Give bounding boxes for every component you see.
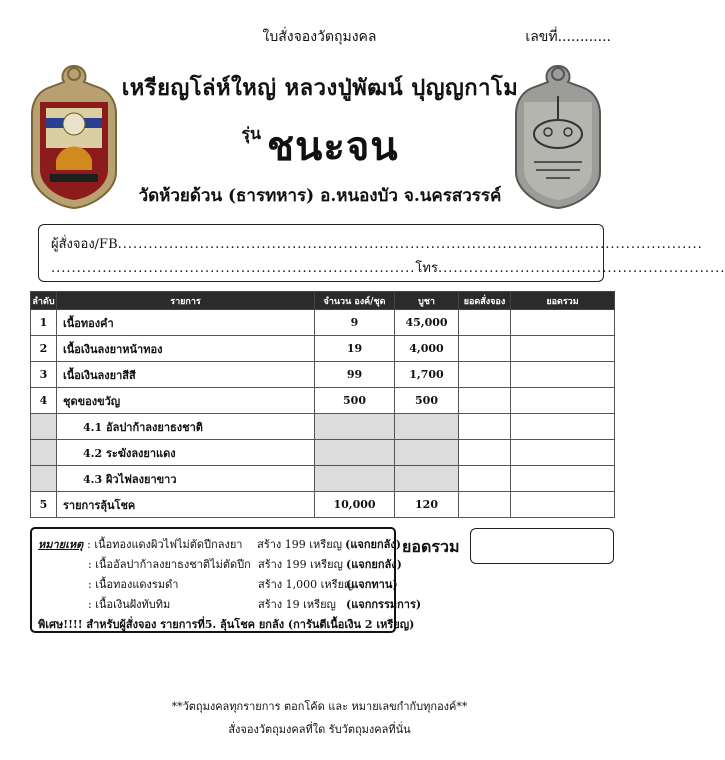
row-item: 4.1 อัลปาก้าลงยาธงชาติ [57,414,315,440]
medal-headline: เหรียญโล่ห์ใหญ่ หลวงปู่พัฒน์ ปุญญกาโม [121,75,519,101]
note-line [38,555,402,573]
col-item: รายการ [57,292,315,310]
customer-phone-field[interactable]: ........................................................ [437,261,725,276]
table-row [31,492,615,518]
customer-name-label: ผู้สั่งจอง/FB [51,237,118,252]
medal-back-image [508,62,608,212]
note-line [38,575,398,593]
note-quantity: สร้าง 199 เหรียญ [257,538,343,551]
row-quantity [315,466,395,492]
row-item: เนื้อเงินลงยาหน้าทอง [57,336,315,362]
col-order-amount: ยอดสั่งจอง [459,292,511,310]
row-number: 4 [31,388,57,414]
row-order-input[interactable] [459,336,511,362]
row-price: 120 [395,492,459,518]
note-text: : เนื้ออัลปาก้าลงยาธงชาติไม่ตัดปีก [88,558,251,571]
note-text: : เนื้อทองแดงรมดำ [88,578,179,591]
row-order-input[interactable] [459,388,511,414]
row-total-input[interactable] [511,310,615,336]
document-number: เลขที่............ [525,29,611,45]
row-price: 45,000 [395,310,459,336]
edition-name: ชนะจน [266,123,399,170]
edition-prefix: รุ่น [241,124,261,143]
row-number: 3 [31,362,57,388]
row-total-input[interactable] [511,388,615,414]
note-line [38,595,421,613]
note-line [38,535,401,553]
note-tag: (แจกทาน) [346,578,398,591]
table-row [31,440,615,466]
row-quantity: 10,000 [315,492,395,518]
row-item: ชุดของขวัญ [57,388,315,414]
row-item: เนื้อเงินลงยาสีสี [57,362,315,388]
row-item: 4.3 ผิวไฟลงยาขาว [57,466,315,492]
customer-phone-label: โทร [415,261,438,276]
edition-title [120,114,520,178]
footer-note-pickup: สั่งจองวัตถุมงคลที่ใด รับวัตถุมงคลที่นั่น [228,723,411,736]
row-order-input[interactable] [459,362,511,388]
note-text: : เนื้อเงินฝังทับทิม [88,598,171,611]
col-total: ยอดรวม [511,292,615,310]
notes-label: หมายเหตุ [38,538,84,551]
customer-phone-row [51,257,725,278]
row-order-input[interactable] [459,492,511,518]
row-total-input[interactable] [511,362,615,388]
table-row [31,414,615,440]
row-quantity [315,414,395,440]
table-row [31,362,615,388]
row-number [31,440,57,466]
row-total-input[interactable] [511,466,615,492]
row-price: 500 [395,388,459,414]
customer-name-row [51,233,703,254]
medal-front-image [24,62,124,212]
row-price [395,466,459,492]
row-price [395,414,459,440]
row-quantity: 500 [315,388,395,414]
row-number [31,466,57,492]
temple-name: วัดห้วยด้วน (ธารทหาร) อ.หนองบัว จ.นครสวรรค์ [138,186,502,206]
footer-note: **วัตถุมงคลทุกรายการ ตอกโค้ด และ หมายเลขกำกับทุกองค์** [171,700,468,713]
note-quantity: สร้าง 1,000 เหรียญ [258,578,354,591]
row-number [31,414,57,440]
row-order-input[interactable] [459,414,511,440]
row-number: 1 [31,310,57,336]
order-table [30,291,615,518]
col-number: ลำดับ [31,292,57,310]
note-tag: (แจกยกลัง) [345,538,401,551]
row-order-input[interactable] [459,466,511,492]
note-quantity: สร้าง 19 เหรียญ [258,598,336,611]
note-quantity: สร้าง 199 เหรียญ [258,558,343,571]
document-title: ใบสั่งจองวัตถุมงคล [262,29,377,45]
col-price: บูชา [395,292,459,310]
row-number: 2 [31,336,57,362]
row-quantity: 19 [315,336,395,362]
row-item: 4.2 ระฆังลงยาแดง [57,440,315,466]
row-item: รายการลุ้นโชค [57,492,315,518]
customer-name-field[interactable]: .................................................................................................................. [117,237,703,252]
note-text: : เนื้อทองแดงผิวไฟไม่ตัดปีกลงยา [87,538,243,551]
notes-box [30,527,422,633]
grand-total-field[interactable] [470,528,614,564]
row-order-input[interactable] [459,310,511,336]
row-quantity: 9 [315,310,395,336]
note-tag: (แจกกรรมการ) [346,598,422,611]
order-table-header [31,292,615,310]
table-row [31,388,615,414]
col-quantity: จำนวน องค์/ชุด [315,292,395,310]
customer-address-field[interactable]: ....................................................................... [51,261,416,276]
row-price: 1,700 [395,362,459,388]
row-total-input[interactable] [511,414,615,440]
row-quantity: 99 [315,362,395,388]
row-quantity [315,440,395,466]
table-row [31,310,615,336]
customer-info-box [38,224,725,282]
row-total-input[interactable] [511,492,615,518]
note-tag: (แจกยกลัง) [346,558,402,571]
row-price: 4,000 [395,336,459,362]
row-number: 5 [31,492,57,518]
table-row [31,466,615,492]
table-row [31,336,615,362]
row-total-input[interactable] [511,336,615,362]
special-offer-text: พิเศษ!!!! สำหรับผู้สั่งจอง รายการที่5. ลุ้นโชค ยกลัง (การันตีเนื้อเงิน 2 เหรียญ) [38,618,415,631]
row-item: เนื้อทองคำ [57,310,315,336]
grand-total-label: ยอดรวม [402,537,460,556]
row-total-input[interactable] [511,440,615,466]
row-price [395,440,459,466]
row-order-input[interactable] [459,440,511,466]
